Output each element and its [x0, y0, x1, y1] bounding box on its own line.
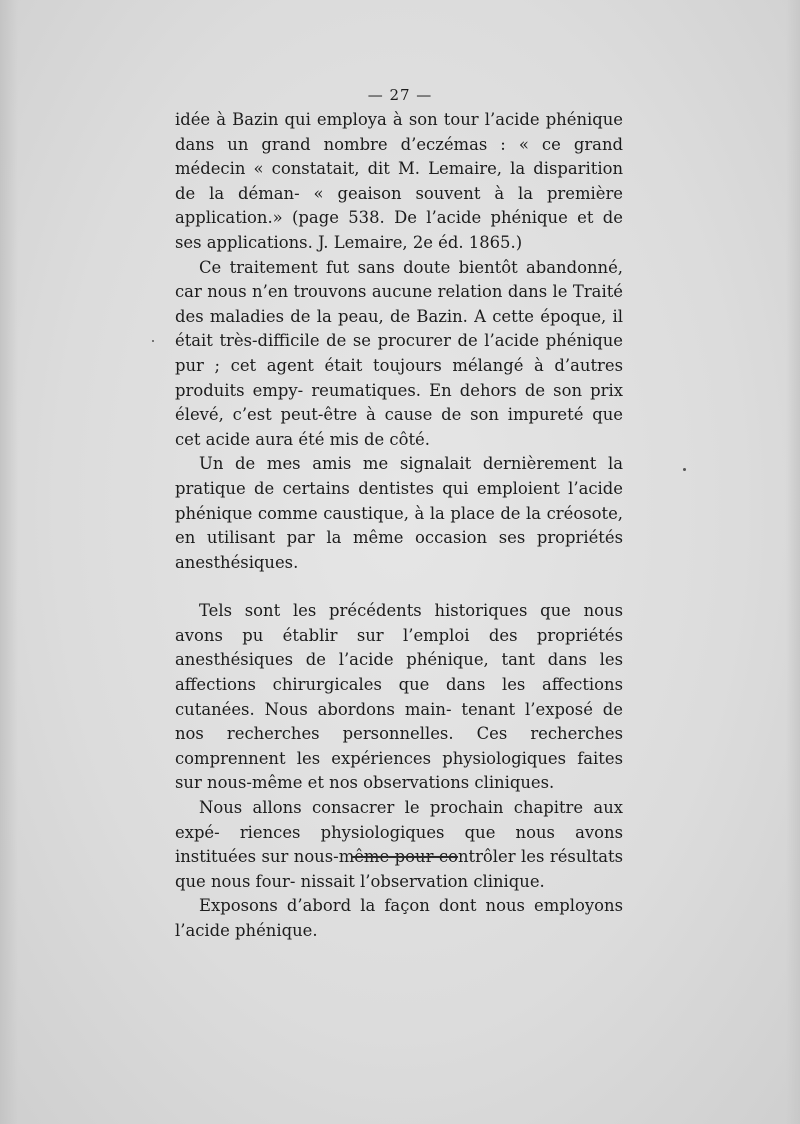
page-shadow-left [0, 0, 18, 1124]
page-shadow-right [786, 0, 800, 1124]
paragraph-precedents: Tels sont les précédents historiques que nous avons pu établir sur l’emploi des propriétés anesthésiques de l’acide phénique, tant dans les affections chirurgicales que dans les affections cutanées. Nous abordons main- tenant l’exposé de nos recherches personnelles. Ces recherches comprennent les expériences physiologiques faites sur nous-même et nos observations cliniques. [175, 601, 623, 793]
paragraph-exposons: Exposons d’abord la façon dont nous employons l’acide phénique. [175, 896, 623, 940]
paper-speck [152, 340, 154, 342]
paragraph-traitement: Ce traitement fut sans doute bientôt abandonné, car nous n’en trouvons aucune relation dans le Traité des maladies de la peau, de Bazin. A cette époque, il était très-difficile de se procurer de l’acide phénique pur ; cet agent était toujours mélangé à d’autres produits empy- reumatiques. En dehors de son prix élevé, c’est peut-être à cause de son impureté que cet acide aura été mis de côté. [175, 257, 623, 449]
section-end-rule [352, 856, 458, 858]
body-text [175, 108, 623, 944]
paragraph-bazin: idée à Bazin qui employa à son tour l’acide phénique dans un grand nombre d’eczémas : « ce grand médecin « constatait, dit M. Lemaire, la disparition de la déman- « geaison souvent à la première application.» (page 538. De l’acide phénique et de ses applications. J. Lemaire, 2e éd. 1865.) [175, 110, 623, 252]
paragraph-chapitre: Nous allons consacrer le prochain chapitre aux expé- riences physiologiques que nous avons instituées sur nous-même pour contrôler les résultats que nous four- nissait l’observation clinique. [175, 798, 623, 891]
paragraph-dentistes: Un de mes amis me signalait dernièrement la pratique de certains dentistes qui emploient l’acide phénique comme caustique, à la place de la créosote, en utilisant par la même occasion ses propriétés anesthésiques. [175, 454, 623, 572]
paper-speck [683, 468, 686, 471]
page-number: — 27 — [367, 86, 433, 104]
